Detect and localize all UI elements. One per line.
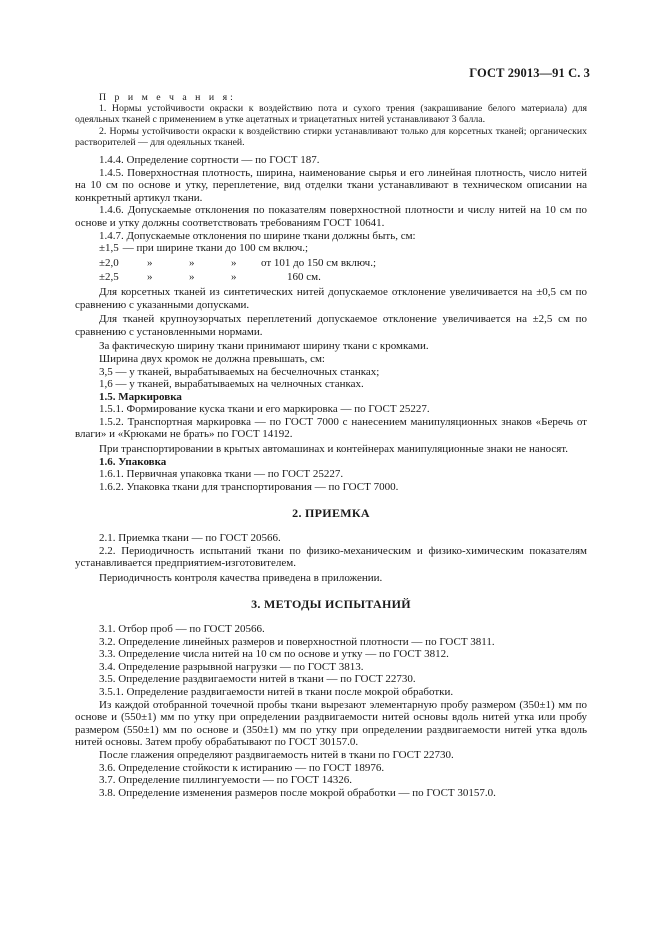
quality-control-note: Периодичность контроля качества приведена в приложении. — [99, 571, 383, 584]
tolerance-value: ±2,0 — [99, 256, 119, 269]
clause-3-1: 3.1. Отбор проб — по ГОСТ 20566. — [99, 623, 265, 636]
tolerance-value: ±1,5 — [99, 242, 119, 255]
selvedge-item: 1,6 — у тканей, вырабатываемых на челночных станках. — [99, 378, 364, 391]
selvedge-intro: Ширина двух кромок не должна превышать, см: — [99, 352, 325, 365]
clause-1-5-1: 1.5.1. Формирование куска ткани и его маркировка — по ГОСТ 25227. — [99, 403, 430, 416]
selvedge-item: 3,5 — у тканей, вырабатываемых на бесчелночных станках; — [99, 365, 380, 378]
ditto-mark: » — [189, 271, 195, 284]
section-heading-test-methods: 3. МЕТОДЫ ИСПЫТАНИЙ — [251, 597, 411, 612]
clause-1-4-6: 1.4.6. Допускаемые отклонения по показателям поверхностной плотности и числу нитей на 10 см по основе и утку должны соответствовать требованиям ГОСТ 10641. — [75, 204, 587, 229]
sample-preparation: Из каждой отобранной точечной пробы ткани вырезают элементарную пробу размером (350±1) мм по основе и (550±1) мм по утку при определении раздвигаемости нитей основы вдоль нитей утка или пробу размером (550±1) мм по основе и (350±1) мм по утку при определении раздвигаемости нитей утка вдоль нитей основы. Затем пробу обрабатывают по ГОСТ 30157.0. — [75, 698, 587, 749]
tolerance-value: ±2,5 — [99, 271, 119, 284]
clause-3-6: 3.6. Определение стойкости к истиранию — по ГОСТ 18976. — [99, 761, 385, 774]
ditto-mark: » — [147, 271, 153, 284]
running-header: ГОСТ 29013—91 С. 3 — [469, 66, 590, 80]
actual-width-note: За фактическую ширину ткани принимают ширину ткани с кромками. — [99, 340, 429, 353]
tolerance-row — [75, 242, 587, 255]
subsection-heading-packaging: 1.6. Упаковка — [99, 455, 167, 468]
clause-3-7: 3.7. Определение пиллингуемости — по ГОСТ 14326. — [99, 774, 353, 787]
clause-3-5-1: 3.5.1. Определение раздвигаемости нитей в ткани после мокрой обработки. — [99, 685, 454, 698]
clause-3-5: 3.5. Определение раздвигаемости нитей в ткани — по ГОСТ 22730. — [99, 673, 416, 686]
clause-2-1: 2.1. Приемка ткани — по ГОСТ 20566. — [99, 532, 281, 545]
clause-2-2: 2.2. Периодичность испытаний ткани по физико-механическим и физико-химическим показателям устанавливается предприятием-изготовителем. — [75, 544, 587, 570]
corset-tolerance: Для корсетных тканей из синтетических нитей допускаемое отклонение увеличивается на ±0,5 см по сравнению с указанными допусками. — [75, 285, 587, 311]
document-body — [75, 92, 587, 799]
ditto-mark: » — [231, 256, 237, 269]
tolerance-text: от 101 до 150 см включ.; — [261, 256, 377, 269]
clause-1-4-7: 1.4.7. Допускаемые отклонения по ширине ткани должны быть, см: — [99, 229, 416, 242]
after-ironing-note: После глажения определяют раздвигаемость нитей в ткани по ГОСТ 22730. — [99, 748, 454, 761]
note-item: 2. Нормы устойчивости окраски к воздействию стирки устанавливают только для корсетных тканей; органических растворителей — для одеяльных тканей. — [75, 125, 587, 148]
clause-1-5-2: 1.5.2. Транспортная маркировка — по ГОСТ 7000 с нанесением манипуляционных знаков «Беречь от влаги» и «Крюками не брать» по ГОСТ 14192. — [75, 415, 587, 441]
large-pattern-tolerance: Для тканей крупноузорчатых переплетений допускаемое отклонение увеличивается на ±2,5 см по сравнению с установленными нормами. — [75, 313, 587, 338]
notes-block — [75, 92, 587, 148]
ditto-mark: » — [231, 271, 237, 284]
notes-title: П р и м е ч а н и я: — [99, 92, 236, 103]
note-item: 1. Нормы устойчивости окраски к воздействию пота и сухого трения (закрашивание белого материала) для одеяльных тканей с применением в утке ацетатных и триацетатных нитей устанавливают 3 балла. — [75, 103, 587, 126]
ditto-mark: » — [147, 256, 153, 269]
tolerance-text: — при ширине ткани до 100 см включ.; — [122, 242, 309, 255]
tolerance-row — [75, 257, 587, 270]
clause-3-4: 3.4. Определение разрывной нагрузки — по ГОСТ 3813. — [99, 660, 364, 673]
clause-1-6-1: 1.6.1. Первичная упаковка ткани — по ГОСТ 25227. — [99, 468, 344, 481]
section-heading-acceptance: 2. ПРИЕМКА — [292, 506, 370, 521]
transport-note: При транспортировании в крытых автомашинах и контейнерах манипуляционные знаки не наносят. — [99, 443, 569, 456]
tolerance-row — [75, 271, 587, 284]
clause-1-6-2: 1.6.2. Упаковка ткани для транспортирования — по ГОСТ 7000. — [99, 480, 399, 493]
clause-3-8: 3.8. Определение изменения размеров после мокрой обработки — по ГОСТ 30157.0. — [99, 786, 496, 799]
clause-1-4-4: 1.4.4. Определение сортности — по ГОСТ 187. — [99, 154, 320, 167]
subsection-heading-marking: 1.5. Маркировка — [99, 390, 182, 403]
clause-1-4-5: 1.4.5. Поверхностная плотность, ширина, наименование сырья и его линейная плотность, число нитей на 10 см по основе и утку, переплетение, вид отделки ткани устанавливают в техническом описании на конкретный артикул ткани. — [75, 166, 587, 204]
tolerance-text: 160 см. — [287, 271, 321, 284]
clause-3-2: 3.2. Определение линейных размеров и поверхностной плотности — по ГОСТ 3811. — [99, 635, 495, 648]
ditto-mark: » — [189, 256, 195, 269]
clause-3-3: 3.3. Определение числа нитей на 10 см по основе и утку — по ГОСТ 3812. — [99, 648, 449, 661]
